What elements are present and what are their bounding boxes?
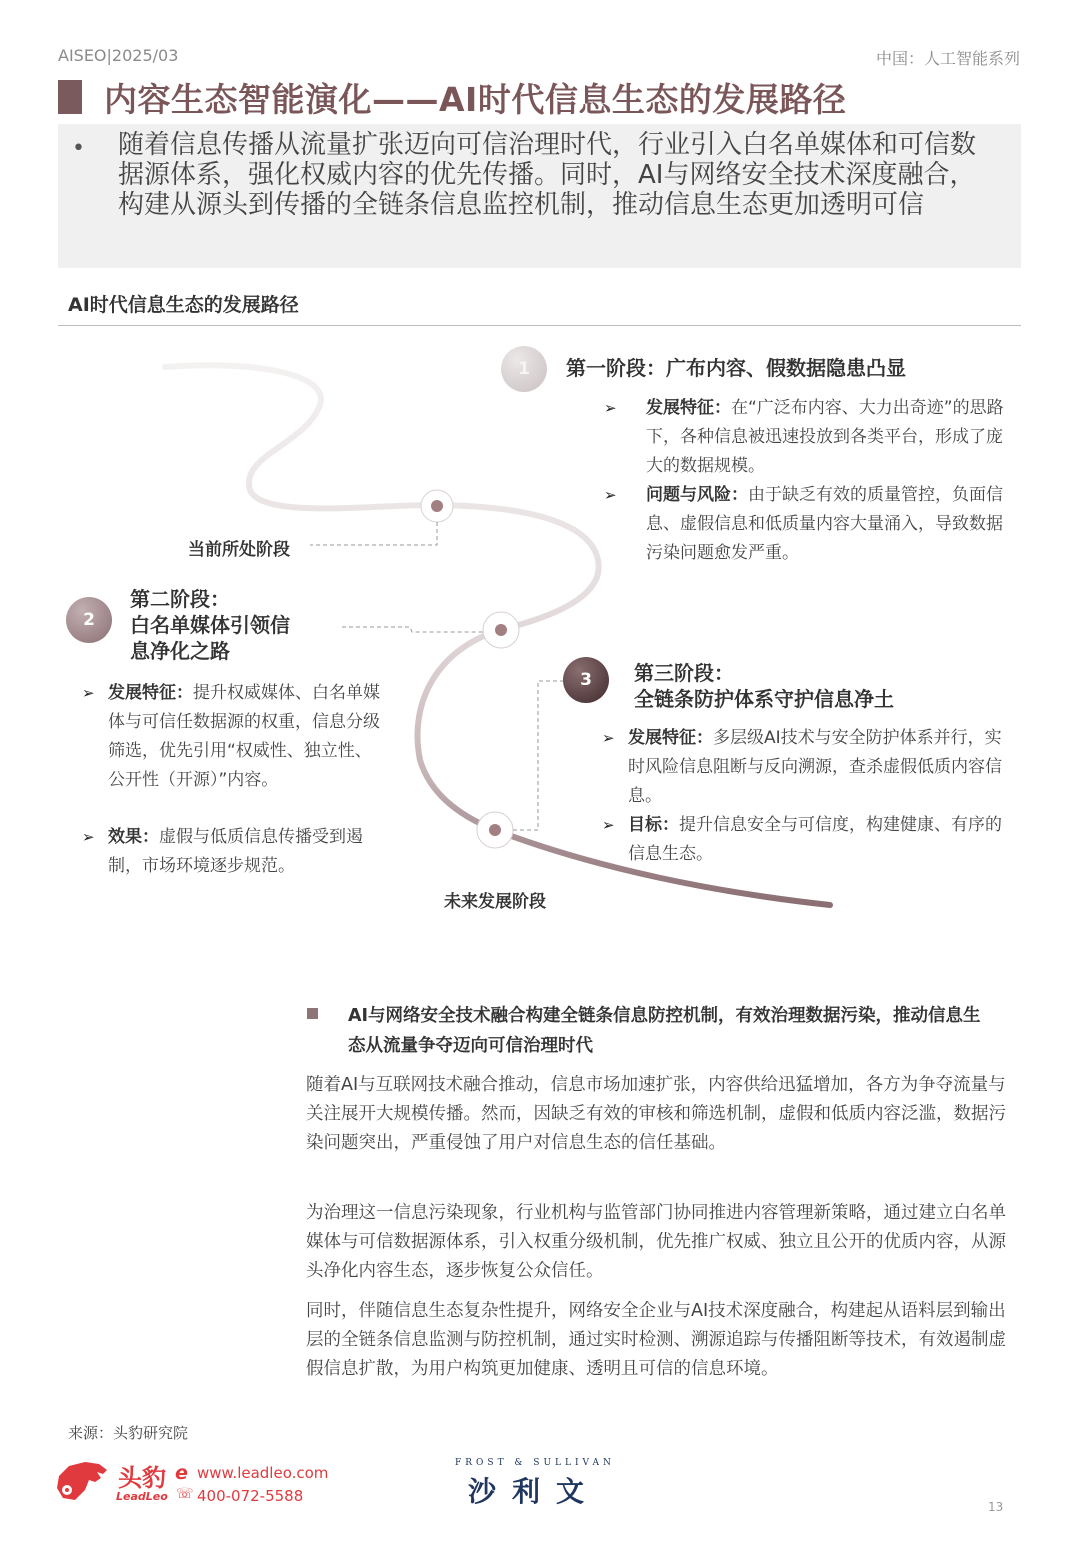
stage-2-bullet-1: ➢ 发展特征：提升权威媒体、白名单媒体与可信任数据源的权重，信息分级筛选，优先引用“权威性、独立性、公开性（开源）”内容。: [82, 679, 382, 795]
leadleo-name-cn: 头豹: [118, 1464, 166, 1492]
source-note: 来源：头豹研究院: [68, 1424, 189, 1442]
arrow-bullet-icon: ➢: [82, 828, 95, 846]
leadleo-leopard-logo-icon: [55, 1460, 111, 1502]
frost-sullivan-name-en: FROST & SULLIVAN: [455, 1458, 615, 1468]
stage-3-bullet-2: ➢ 目标：提升信息安全与可信度，构建健康、有序的信息生态。: [602, 811, 1012, 869]
paragraph-2: 为治理这一信息污染现象，行业机构与监管部门协同推进内容管理新策略，通过建立白名单媒体与可信数据源体系，引入权重分级机制，优先推广权威、独立且公开的优质内容，从源头净化内容生态，逐步恢复公众信任。: [306, 1203, 1006, 1281]
stage-3-badge: 3: [563, 657, 609, 703]
stage-3-bullet-1: ➢ 发展特征：多层级AI技术与安全防护体系并行，实时风险信息阻断与反向溯源，查杀虚假低质内容信息。: [602, 724, 1012, 811]
page-title: 内容生态智能演化——AI时代信息生态的发展路径: [104, 80, 847, 119]
arrow-bullet-icon: ➢: [82, 684, 95, 702]
stage-1-badge: 1: [501, 346, 547, 392]
stage-2-bullet-2: ➢ 效果：虚假与低质信息传播受到遏制，市场环境逐步规范。: [82, 823, 382, 881]
bullet-icon: •: [72, 136, 85, 161]
square-bullet-icon: [307, 1008, 318, 1019]
current-stage-marker: [421, 490, 453, 522]
stage2-marker: [483, 612, 519, 648]
stage-1-bullet-2: ➢ 问题与风险：由于缺乏有效的质量管控，负面信息、虚假信息和低质量内容大量涌入，导致数据污染问题愈发严重。: [604, 481, 1014, 568]
stage-3-title: 第三阶段： 全链条防护体系守护信息净土: [634, 661, 894, 711]
stage-2-badge: 2: [66, 597, 112, 643]
diagram-title: AI时代信息生态的发展路径: [68, 294, 299, 316]
future-stage-marker: [477, 812, 513, 848]
paragraph-3: 同时，伴随信息生态复杂性提升，网络安全企业与AI技术深度融合，构建起从语料层到输出层的全链条信息监测与防控机制，通过实时检测、溯源追踪与传播阻断等技术，有效遏制虚假信息扩散，为用户构筑更加健康、透明且可信的信息环境。: [306, 1301, 1006, 1379]
page-number: 13: [988, 1500, 1004, 1514]
series-tag: 中国：人工智能系列: [875, 49, 1020, 68]
leadleo-name-en: LeadLeo: [116, 1490, 168, 1503]
phone-icon: ☏: [176, 1486, 194, 1502]
arrow-bullet-icon: ➢: [602, 729, 615, 747]
stage-1-title: 第一阶段：广布内容、假数据隐患凸显: [566, 356, 906, 380]
arrow-bullet-icon: ➢: [602, 816, 615, 834]
key-point-title: AI与网络安全技术融合构建全链条信息防控机制，有效治理数据污染，推动信息生态从流量争夺迈向可信治理时代: [348, 1006, 981, 1056]
web-e-icon: e: [175, 1462, 188, 1484]
arrow-bullet-icon: ➢: [604, 399, 617, 417]
frost-sullivan-name-cn: 沙利文: [468, 1475, 601, 1508]
leadleo-website-link[interactable]: www.leadleo.com: [197, 1464, 329, 1482]
future-stage-label: 未来发展阶段: [444, 892, 546, 912]
report-tag: AISEO|2025/03: [58, 46, 179, 65]
arrow-bullet-icon: ➢: [604, 486, 617, 504]
stage-2-title: 第二阶段： 白名单媒体引领信 息净化之路: [130, 587, 290, 663]
stage-1-bullet-1: ➢ 发展特征：在“广泛布内容、大力出奇迹”的思路下，各种信息被迅速投放到各类平台，形成了庞大的数据规模。: [604, 394, 1014, 481]
summary-text: 随着信息传播从流量扩张迈向可信治理时代，行业引入白名单媒体和可信数据源体系，强化权威内容的优先传播。同时，AI与网络安全技术深度融合，构建从源头到传播的全链条信息监控机制，推动信息生态更加透明可信: [118, 130, 977, 220]
current-stage-label: 当前所处阶段: [188, 540, 290, 560]
leadleo-phone: 400-072-5588: [197, 1487, 304, 1505]
paragraph-1: 随着AI与互联网技术融合推动，信息市场加速扩张，内容供给迅猛增加，各方为争夺流量与关注展开大规模传播。然而，因缺乏有效的审核和筛选机制，虚假和低质内容泛滥，数据污染问题突出，严重侵蚀了用户对信息生态的信任基础。: [306, 1075, 1006, 1153]
